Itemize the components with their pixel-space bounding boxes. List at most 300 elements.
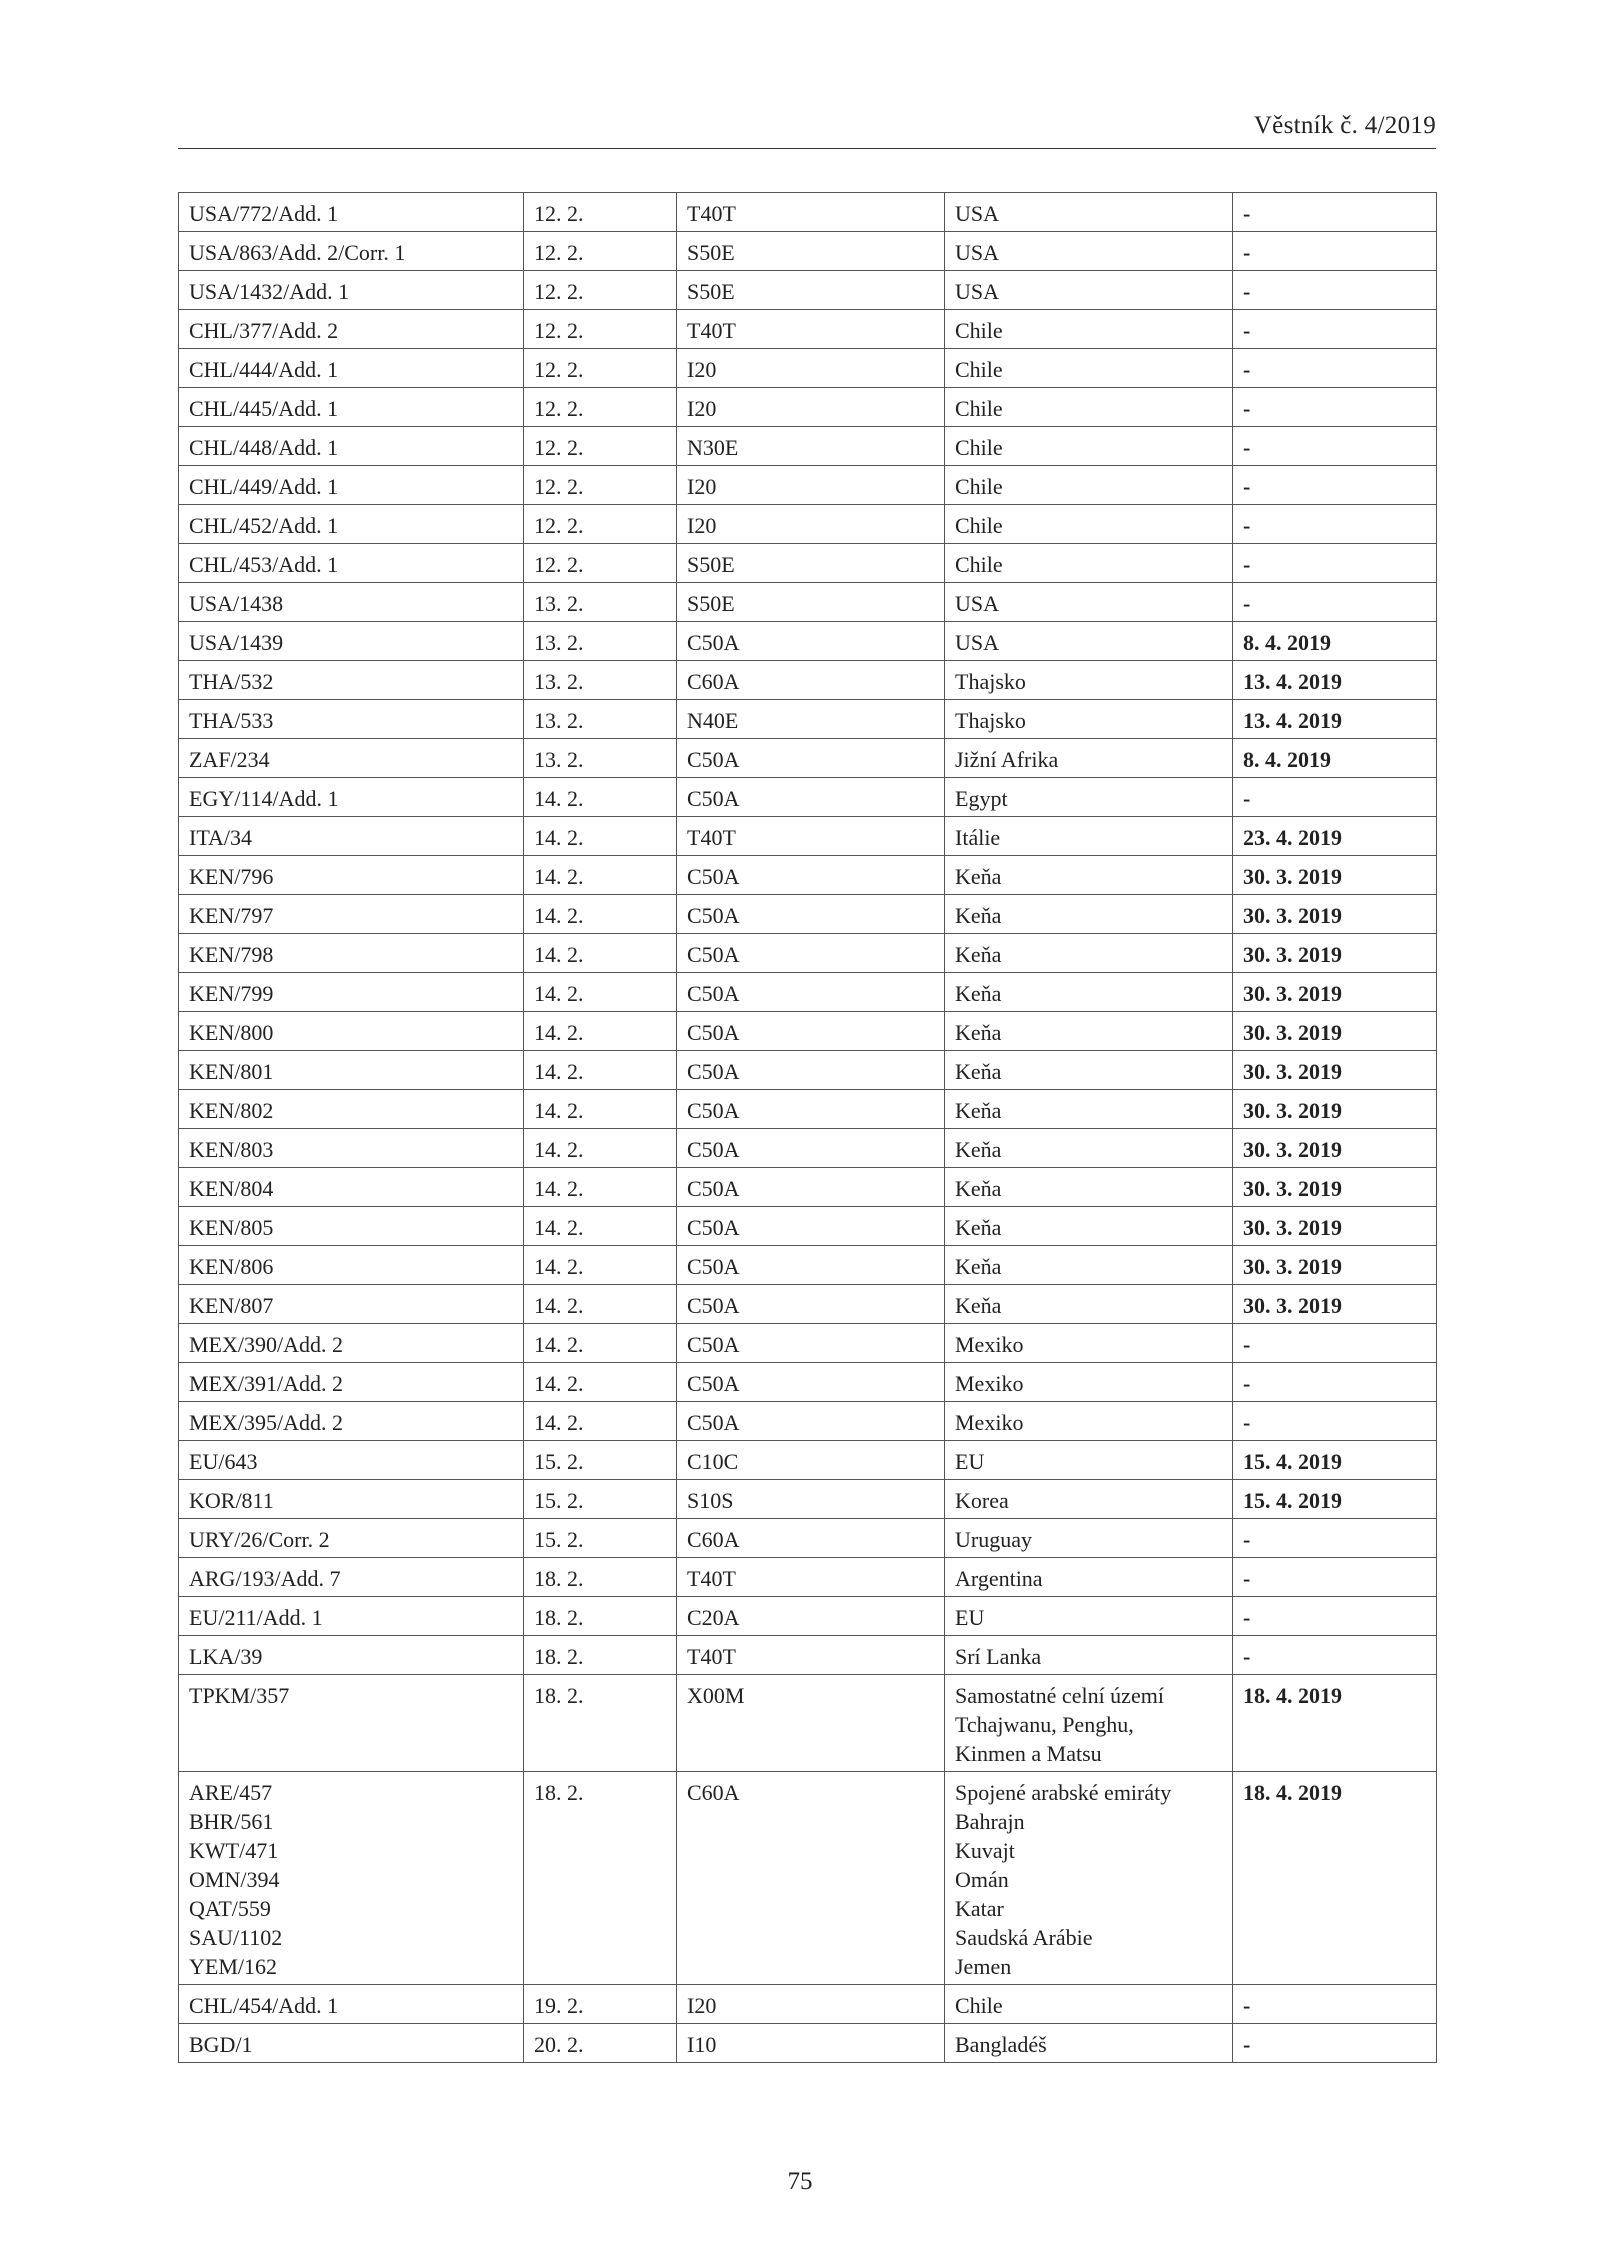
- notification-symbol: [179, 1402, 524, 1441]
- table-row: [179, 1168, 1437, 1207]
- ics-code: C10C: [677, 1441, 945, 1480]
- table-row: [179, 466, 1437, 505]
- ics-code: C60A: [677, 1519, 945, 1558]
- country-name-line: USA: [955, 240, 1000, 265]
- notification-symbol: [179, 1675, 524, 1772]
- table-row: [179, 1129, 1437, 1168]
- notification-date: 12. 2.: [524, 271, 677, 310]
- country-name-line: Mexiko: [955, 1332, 1024, 1357]
- notification-symbol-line: CHL/449/Add. 1: [189, 474, 339, 499]
- notification-symbol-line: THA/532: [189, 669, 274, 694]
- notification-symbol-line: USA/1438: [189, 591, 284, 616]
- notification-date: 18. 2.: [524, 1675, 677, 1772]
- notification-date: 12. 2.: [524, 427, 677, 466]
- comment-deadline: 13. 4. 2019: [1233, 661, 1437, 700]
- ics-code: X00M: [677, 1675, 945, 1772]
- ics-code: S50E: [677, 583, 945, 622]
- notification-symbol-line: USA/772/Add. 1: [189, 201, 339, 226]
- notification-symbol: [179, 1168, 524, 1207]
- notification-date: 12. 2.: [524, 544, 677, 583]
- ics-code: S50E: [677, 544, 945, 583]
- country-name: [945, 1675, 1233, 1772]
- country-name: [945, 1402, 1233, 1441]
- ics-code: T40T: [677, 1636, 945, 1675]
- notification-symbol-line: KEN/806: [189, 1254, 274, 1279]
- table-row: [179, 583, 1437, 622]
- notification-date: 14. 2.: [524, 856, 677, 895]
- notification-symbol: [179, 193, 524, 232]
- notification-symbol-line: EU/643: [189, 1449, 258, 1474]
- notification-symbol-line: KOR/811: [189, 1488, 274, 1513]
- notification-symbol-line: KEN/798: [189, 942, 274, 967]
- country-name-line: USA: [955, 201, 1000, 226]
- notification-symbol-line: USA/1432/Add. 1: [189, 279, 350, 304]
- notification-symbol: [179, 1129, 524, 1168]
- table-row: [179, 271, 1437, 310]
- country-name-line: Keňa: [955, 1020, 1002, 1045]
- notification-symbol-line: TPKM/357: [189, 1683, 290, 1708]
- comment-deadline: -: [1233, 427, 1437, 466]
- notification-date: 14. 2.: [524, 1012, 677, 1051]
- notification-date: 13. 2.: [524, 622, 677, 661]
- comment-deadline: 15. 4. 2019: [1233, 1441, 1437, 1480]
- comment-deadline: 30. 3. 2019: [1233, 1051, 1437, 1090]
- country-name: [945, 1597, 1233, 1636]
- notification-date: 14. 2.: [524, 1402, 677, 1441]
- ics-code: I20: [677, 505, 945, 544]
- country-name: [945, 193, 1233, 232]
- country-name-line: Spojené arabské emiráty: [955, 1780, 1172, 1805]
- notification-symbol-line: CHL/377/Add. 2: [189, 318, 339, 343]
- comment-deadline: 30. 3. 2019: [1233, 856, 1437, 895]
- notification-symbol: [179, 1480, 524, 1519]
- ics-code: I20: [677, 1985, 945, 2024]
- notification-symbol-line: MEX/390/Add. 2: [189, 1332, 343, 1357]
- comment-deadline: -: [1233, 466, 1437, 505]
- comment-deadline: 30. 3. 2019: [1233, 934, 1437, 973]
- notification-date: 14. 2.: [524, 1168, 677, 1207]
- table-row: [179, 973, 1437, 1012]
- table-row: [179, 856, 1437, 895]
- country-name-line: Srí Lanka: [955, 1644, 1042, 1669]
- notification-symbol: [179, 583, 524, 622]
- notification-date: 15. 2.: [524, 1519, 677, 1558]
- notification-symbol-line: ARE/457: [189, 1780, 273, 1805]
- country-name: [945, 466, 1233, 505]
- country-name: [945, 1441, 1233, 1480]
- table-row: [179, 193, 1437, 232]
- table-row: [179, 2024, 1437, 2063]
- ics-code: I20: [677, 466, 945, 505]
- comment-deadline: -: [1233, 2024, 1437, 2063]
- notification-symbol-line: KEN/804: [189, 1176, 274, 1201]
- table-body: [179, 193, 1437, 2063]
- notification-date: 13. 2.: [524, 739, 677, 778]
- comment-deadline: -: [1233, 271, 1437, 310]
- notification-symbol: [179, 1285, 524, 1324]
- notification-date: 12. 2.: [524, 505, 677, 544]
- table-row: [179, 1402, 1437, 1441]
- country-name-line: Uruguay: [955, 1527, 1032, 1552]
- comment-deadline: 13. 4. 2019: [1233, 700, 1437, 739]
- table-row: [179, 1441, 1437, 1480]
- notification-symbol-line: SAU/1102: [189, 1925, 283, 1950]
- notification-date: 18. 2.: [524, 1636, 677, 1675]
- notification-date: 14. 2.: [524, 817, 677, 856]
- table-row: [179, 1363, 1437, 1402]
- notification-date: 18. 2.: [524, 1558, 677, 1597]
- comment-deadline: -: [1233, 349, 1437, 388]
- notification-symbol-line: USA/1439: [189, 630, 284, 655]
- country-name: [945, 232, 1233, 271]
- country-name-line: Chile: [955, 513, 1003, 538]
- table-row: [179, 1480, 1437, 1519]
- page-number: 75: [787, 2168, 813, 2195]
- notification-symbol-line: URY/26/Corr. 2: [189, 1527, 330, 1552]
- table-row: [179, 1772, 1437, 1985]
- comment-deadline: -: [1233, 1985, 1437, 2024]
- notification-symbol-line: ARG/193/Add. 7: [189, 1566, 341, 1591]
- notification-date: 14. 2.: [524, 1090, 677, 1129]
- notification-symbol-line: KEN/799: [189, 981, 274, 1006]
- table-row: [179, 427, 1437, 466]
- country-name: [945, 856, 1233, 895]
- table-row: [179, 1246, 1437, 1285]
- country-name-line: Chile: [955, 435, 1003, 460]
- comment-deadline: -: [1233, 1597, 1437, 1636]
- country-name-line: USA: [955, 591, 1000, 616]
- notification-symbol: [179, 817, 524, 856]
- country-name: [945, 349, 1233, 388]
- table-row: [179, 310, 1437, 349]
- country-name: [945, 817, 1233, 856]
- comment-deadline: 23. 4. 2019: [1233, 817, 1437, 856]
- ics-code: C20A: [677, 1597, 945, 1636]
- country-name-line: Itálie: [955, 825, 1001, 850]
- country-name-line: Kinmen a Matsu: [955, 1741, 1102, 1766]
- notification-symbol: [179, 2024, 524, 2063]
- notification-date: 14. 2.: [524, 1246, 677, 1285]
- country-name: [945, 583, 1233, 622]
- country-name-line: Egypt: [955, 786, 1008, 811]
- ics-code: N40E: [677, 700, 945, 739]
- country-name-line: Keňa: [955, 942, 1002, 967]
- comment-deadline: 8. 4. 2019: [1233, 739, 1437, 778]
- notification-symbol-line: KEN/803: [189, 1137, 274, 1162]
- table-row: [179, 1597, 1437, 1636]
- table-row: [179, 1012, 1437, 1051]
- country-name-line: Saudská Arábie: [955, 1925, 1093, 1950]
- comment-deadline: -: [1233, 310, 1437, 349]
- notification-symbol: [179, 310, 524, 349]
- notification-symbol: [179, 1207, 524, 1246]
- notification-symbol: [179, 934, 524, 973]
- country-name-line: Chile: [955, 552, 1003, 577]
- notification-symbol-line: CHL/453/Add. 1: [189, 552, 339, 577]
- country-name: [945, 778, 1233, 817]
- notification-symbol-line: EU/211/Add. 1: [189, 1605, 323, 1630]
- notification-date: 12. 2.: [524, 388, 677, 427]
- notification-symbol-line: CHL/454/Add. 1: [189, 1993, 339, 2018]
- comment-deadline: 30. 3. 2019: [1233, 973, 1437, 1012]
- country-name: [945, 1090, 1233, 1129]
- notification-date: 12. 2.: [524, 349, 677, 388]
- country-name: [945, 739, 1233, 778]
- ics-code: C50A: [677, 1129, 945, 1168]
- notification-date: 12. 2.: [524, 466, 677, 505]
- notification-date: 12. 2.: [524, 193, 677, 232]
- comment-deadline: 18. 4. 2019: [1233, 1772, 1437, 1985]
- comment-deadline: -: [1233, 1324, 1437, 1363]
- table-row: [179, 1324, 1437, 1363]
- notification-symbol: [179, 895, 524, 934]
- notification-date: 14. 2.: [524, 1324, 677, 1363]
- table-row: [179, 1985, 1437, 2024]
- country-name-line: USA: [955, 279, 1000, 304]
- notification-symbol: [179, 271, 524, 310]
- country-name: [945, 1558, 1233, 1597]
- ics-code: C50A: [677, 1246, 945, 1285]
- notification-symbol-line: ITA/34: [189, 825, 253, 850]
- country-name: [945, 1012, 1233, 1051]
- table-row: [179, 1090, 1437, 1129]
- ics-code: C50A: [677, 1207, 945, 1246]
- notification-symbol: [179, 778, 524, 817]
- ics-code: C50A: [677, 622, 945, 661]
- comment-deadline: 30. 3. 2019: [1233, 1207, 1437, 1246]
- notification-date: 14. 2.: [524, 973, 677, 1012]
- comment-deadline: -: [1233, 1558, 1437, 1597]
- table-row: [179, 544, 1437, 583]
- notification-symbol-line: KEN/800: [189, 1020, 274, 1045]
- country-name-line: Keňa: [955, 864, 1002, 889]
- country-name: [945, 622, 1233, 661]
- journal-title: Věstník č. 4/2019: [1253, 112, 1436, 139]
- ics-code: S50E: [677, 232, 945, 271]
- notification-symbol: [179, 1051, 524, 1090]
- table-row: [179, 1558, 1437, 1597]
- table-row: [179, 1207, 1437, 1246]
- table-row: [179, 1051, 1437, 1090]
- table-row: [179, 1675, 1437, 1772]
- country-name: [945, 1246, 1233, 1285]
- country-name-line: Keňa: [955, 1098, 1002, 1123]
- ics-code: S10S: [677, 1480, 945, 1519]
- notification-symbol-line: BHR/561: [189, 1809, 274, 1834]
- country-name: [945, 1324, 1233, 1363]
- table-row: [179, 622, 1437, 661]
- country-name-line: Argentina: [955, 1566, 1043, 1591]
- notification-date: 14. 2.: [524, 1129, 677, 1168]
- country-name-line: Keňa: [955, 1215, 1002, 1240]
- table-row: [179, 739, 1437, 778]
- comment-deadline: 30. 3. 2019: [1233, 895, 1437, 934]
- notification-symbol-line: YEM/162: [189, 1954, 277, 1979]
- notification-symbol: [179, 1012, 524, 1051]
- ics-code: S50E: [677, 271, 945, 310]
- country-name: [945, 388, 1233, 427]
- country-name: [945, 1480, 1233, 1519]
- notifications-table: [178, 192, 1437, 2063]
- ics-code: C50A: [677, 934, 945, 973]
- notification-date: 12. 2.: [524, 310, 677, 349]
- notification-symbol: [179, 505, 524, 544]
- ics-code: T40T: [677, 193, 945, 232]
- notification-symbol: [179, 661, 524, 700]
- notification-symbol: [179, 739, 524, 778]
- notification-date: 15. 2.: [524, 1480, 677, 1519]
- country-name: [945, 895, 1233, 934]
- notification-date: 12. 2.: [524, 232, 677, 271]
- country-name: [945, 1985, 1233, 2024]
- comment-deadline: -: [1233, 505, 1437, 544]
- notification-symbol: [179, 1363, 524, 1402]
- country-name-line: Omán: [955, 1867, 1009, 1892]
- table-row: [179, 778, 1437, 817]
- ics-code: T40T: [677, 310, 945, 349]
- notification-symbol-line: OMN/394: [189, 1867, 280, 1892]
- comment-deadline: 30. 3. 2019: [1233, 1285, 1437, 1324]
- notification-date: 13. 2.: [524, 583, 677, 622]
- comment-deadline: 30. 3. 2019: [1233, 1090, 1437, 1129]
- notification-symbol-line: ZAF/234: [189, 747, 270, 772]
- notification-symbol: [179, 1519, 524, 1558]
- country-name-line: Chile: [955, 396, 1003, 421]
- table-row: [179, 1285, 1437, 1324]
- notification-symbol: [179, 973, 524, 1012]
- table-row: [179, 1519, 1437, 1558]
- notification-date: 14. 2.: [524, 895, 677, 934]
- table-row: [179, 232, 1437, 271]
- comment-deadline: -: [1233, 583, 1437, 622]
- table-row: [179, 1636, 1437, 1675]
- country-name: [945, 1051, 1233, 1090]
- notification-symbol: [179, 388, 524, 427]
- table-row: [179, 700, 1437, 739]
- country-name: [945, 1168, 1233, 1207]
- notification-date: 14. 2.: [524, 1285, 677, 1324]
- ics-code: I20: [677, 388, 945, 427]
- country-name-line: EU: [955, 1449, 985, 1474]
- country-name: [945, 1636, 1233, 1675]
- comment-deadline: -: [1233, 1636, 1437, 1675]
- notification-symbol: [179, 232, 524, 271]
- notification-symbol: [179, 1324, 524, 1363]
- notification-symbol: [179, 1246, 524, 1285]
- notification-date: 13. 2.: [524, 700, 677, 739]
- notification-symbol-line: CHL/452/Add. 1: [189, 513, 339, 538]
- notification-symbol-line: MEX/395/Add. 2: [189, 1410, 343, 1435]
- notification-symbol-line: BGD/1: [189, 2032, 253, 2057]
- ics-code: C50A: [677, 1012, 945, 1051]
- notification-symbol-line: KEN/807: [189, 1293, 274, 1318]
- notification-symbol-line: KWT/471: [189, 1838, 279, 1863]
- ics-code: I10: [677, 2024, 945, 2063]
- comment-deadline: -: [1233, 1363, 1437, 1402]
- ics-code: C50A: [677, 973, 945, 1012]
- country-name-line: Keňa: [955, 981, 1002, 1006]
- comment-deadline: 30. 3. 2019: [1233, 1129, 1437, 1168]
- country-name: [945, 544, 1233, 583]
- country-name: [945, 1772, 1233, 1985]
- notification-symbol: [179, 1597, 524, 1636]
- notification-symbol-line: KEN/805: [189, 1215, 274, 1240]
- country-name: [945, 1519, 1233, 1558]
- country-name-line: Kuvajt: [955, 1838, 1015, 1863]
- table-row: [179, 661, 1437, 700]
- country-name-line: Thajsko: [955, 708, 1026, 733]
- country-name-line: Keňa: [955, 1293, 1002, 1318]
- country-name-line: Chile: [955, 318, 1003, 343]
- notification-symbol: [179, 700, 524, 739]
- ics-code: C50A: [677, 895, 945, 934]
- comment-deadline: -: [1233, 232, 1437, 271]
- ics-code: C50A: [677, 1402, 945, 1441]
- ics-code: C50A: [677, 1168, 945, 1207]
- notification-symbol-line: CHL/445/Add. 1: [189, 396, 339, 421]
- ics-code: C60A: [677, 1772, 945, 1985]
- ics-code: C50A: [677, 1324, 945, 1363]
- country-name: [945, 1129, 1233, 1168]
- country-name: [945, 505, 1233, 544]
- comment-deadline: -: [1233, 544, 1437, 583]
- notification-symbol-line: EGY/114/Add. 1: [189, 786, 339, 811]
- notification-symbol: [179, 427, 524, 466]
- country-name-line: Keňa: [955, 1137, 1002, 1162]
- comment-deadline: 30. 3. 2019: [1233, 1246, 1437, 1285]
- notification-date: 14. 2.: [524, 778, 677, 817]
- ics-code: C50A: [677, 856, 945, 895]
- country-name: [945, 973, 1233, 1012]
- country-name: [945, 2024, 1233, 2063]
- country-name: [945, 1363, 1233, 1402]
- country-name: [945, 934, 1233, 973]
- ics-code: C50A: [677, 1051, 945, 1090]
- table-row: [179, 817, 1437, 856]
- notification-symbol: [179, 1985, 524, 2024]
- country-name: [945, 310, 1233, 349]
- notification-symbol: [179, 622, 524, 661]
- country-name-line: Samostatné celní území: [955, 1683, 1164, 1708]
- country-name-line: Chile: [955, 474, 1003, 499]
- notification-symbol-line: MEX/391/Add. 2: [189, 1371, 343, 1396]
- ics-code: N30E: [677, 427, 945, 466]
- comment-deadline: -: [1233, 1519, 1437, 1558]
- comment-deadline: 15. 4. 2019: [1233, 1480, 1437, 1519]
- notification-symbol: [179, 544, 524, 583]
- ics-code: C50A: [677, 739, 945, 778]
- table-row: [179, 934, 1437, 973]
- notification-symbol-line: USA/863/Add. 2/Corr. 1: [189, 240, 406, 265]
- country-name-line: Keňa: [955, 1254, 1002, 1279]
- table-row: [179, 349, 1437, 388]
- country-name-line: Bahrajn: [955, 1809, 1025, 1834]
- notification-symbol-line: CHL/448/Add. 1: [189, 435, 339, 460]
- country-name-line: Keňa: [955, 1176, 1002, 1201]
- comment-deadline: -: [1233, 388, 1437, 427]
- ics-code: C60A: [677, 661, 945, 700]
- notification-symbol-line: KEN/802: [189, 1098, 274, 1123]
- country-name: [945, 1285, 1233, 1324]
- notification-symbol-line: KEN/797: [189, 903, 274, 928]
- notification-symbol: [179, 1772, 524, 1985]
- notification-symbol: [179, 1636, 524, 1675]
- country-name-line: Korea: [955, 1488, 1009, 1513]
- notification-date: 13. 2.: [524, 661, 677, 700]
- ics-code: I20: [677, 349, 945, 388]
- comment-deadline: -: [1233, 778, 1437, 817]
- notification-date: 18. 2.: [524, 1772, 677, 1985]
